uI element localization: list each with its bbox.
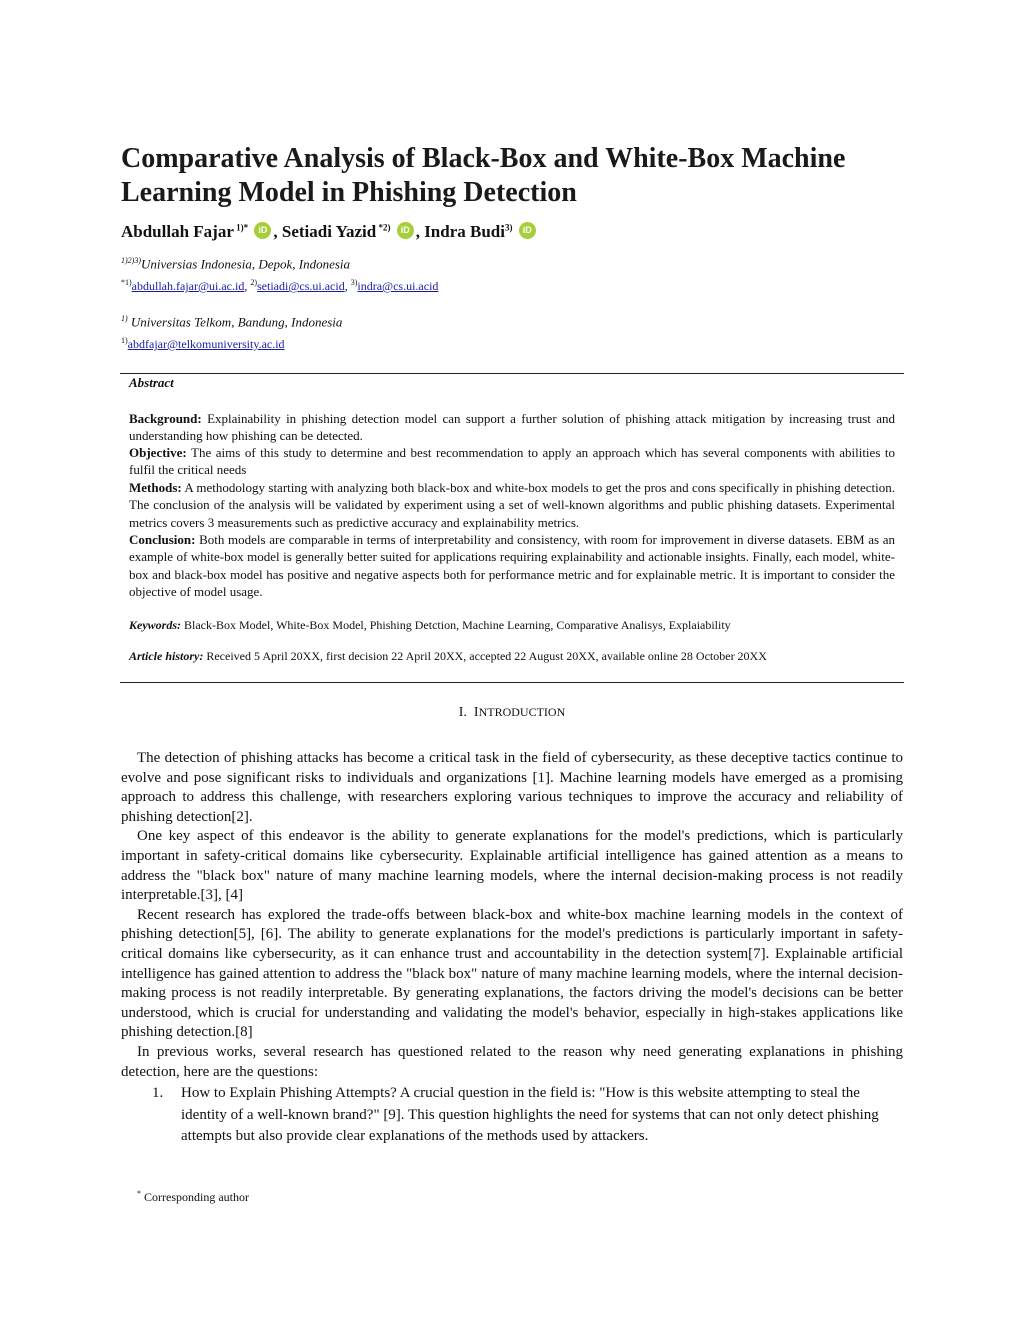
- section-title-rest: NTRODUCTION: [478, 705, 566, 719]
- abstract-text: The aims of this study to determine and best recommendation to apply an approach which has several components with abilities to fulfil the critical needs: [129, 445, 896, 478]
- list-number: 1.: [152, 1085, 164, 1101]
- footnote-mark: *: [137, 1189, 141, 1198]
- divider: [120, 373, 904, 374]
- section-number: I.: [458, 705, 467, 720]
- email-link[interactable]: indra@cs.ui.acid: [357, 279, 439, 293]
- affiliation: [121, 256, 350, 272]
- affiliation-text: Universias Indonesia, Depok, Indonesia: [141, 256, 351, 272]
- abstract-heading: Abstract: [129, 375, 174, 390]
- author-name: Abdullah Fajar: [121, 222, 234, 241]
- orcid-icon[interactable]: iD: [519, 222, 536, 239]
- orcid-icon[interactable]: iD: [254, 222, 271, 239]
- keywords-text: Black-Box Model, White-Box Model, Phishing Detction, Machine Learning, Comparative Analisys, Explaiability: [184, 618, 731, 632]
- email-line: [121, 336, 285, 352]
- abstract-text: A methodology starting with analyzing both black-box and white-box models to get the pros and cons specifically in phishing detection. The conclusion of the analysis will be validated by experiment using a set of well-known algorithms and public phishing datasets. Experimental metrics covers 3 measurements such as predictive accuracy and explainability metrics.: [129, 480, 895, 530]
- paragraph: The detection of phishing attacks has become a critical task in the field of cybersecurity, as these deceptive tactics continue to evolve and pose significant risks to individuals and organizations [1]. Machine learning models have emerged as a promising approach to address this challenge, with researchers exploring various techniques to improve the accuracy and reliability of phishing detection[2].: [121, 750, 903, 825]
- affiliation-text: Universitas Telkom, Bandung, Indonesia: [127, 314, 343, 330]
- paragraph: In previous works, several research has questioned related to the reason why need generating explanations in phishing detection, here are the questions:: [121, 1043, 903, 1080]
- email-link[interactable]: abdullah.fajar@ui.ac.id: [131, 279, 245, 293]
- list-item: [152, 1083, 884, 1148]
- abstract-text: Explainability in phishing detection model can support a further solution of phishing attack mitigation by increasing trust and understanding how phishing can be detected.: [129, 411, 895, 444]
- email-mark: *1): [121, 278, 132, 287]
- footnote: [137, 1189, 249, 1205]
- abstract-label: Objective:: [129, 445, 187, 460]
- history-label: Article history:: [129, 649, 204, 663]
- author-affiliation-mark: *2): [376, 222, 391, 233]
- paragraph: One key aspect of this endeavor is the ability to generate explanations for the model's predictions, which is particularly important in safety-critical domains like cybersecurity. Explainable artificial intelligence has gained attention as a means to address the "black box" nature of many machine learning models, where the internal decision-making process is not readily interpretable.[3], [4]: [121, 828, 903, 904]
- email-link[interactable]: abdfajar@telkomuniversity.ac.id: [127, 337, 285, 351]
- abstract-objective: [129, 444, 895, 479]
- footnote-text: Corresponding author: [141, 1190, 249, 1204]
- abstract-label: Methods:: [129, 480, 182, 495]
- abstract-label: Conclusion:: [129, 532, 196, 547]
- abstract-conclusion: [129, 531, 895, 600]
- email-mark: 2): [250, 278, 258, 287]
- affiliation: [121, 314, 342, 330]
- affiliation-mark: 1): [121, 314, 128, 323]
- section-initial: I: [473, 705, 479, 720]
- email-line: $^{*1)}$abdullah.fajar@ui.ac.id, $^{2)}$setiadi@cs.ui.acid, $^{3)}$indra@cs.ui.acid: [121, 278, 439, 293]
- section-heading: [0, 705, 1024, 721]
- abstract-label: Background:: [129, 411, 202, 426]
- author-affiliation-mark: 3): [504, 222, 513, 233]
- author-name: Indra Budi: [424, 222, 505, 241]
- abstract-background: [129, 410, 895, 445]
- email-mark: 3): [350, 278, 358, 287]
- paper-title: Comparative Analysis of Black-Box and White-Box Machine Learning Model in Phishing Detection: [121, 143, 846, 208]
- divider: [120, 682, 904, 683]
- keywords: [129, 618, 895, 633]
- orcid-icon[interactable]: iD: [397, 222, 414, 239]
- author-name: Setiadi Yazid: [281, 222, 377, 241]
- history-text: Received 5 April 20XX, first decision 22 April 20XX, accepted 22 August 20XX, available online 28 October 20XX: [206, 649, 767, 663]
- list-text: How to Explain Phishing Attempts? A crucial question in the field is: "How is this website attempting to steal the identity of a well-known brand?" [9]. This question highlights the need for systems that can not only detect phishing attempts but also provide clear explanations of the methods used by attackers.: [181, 1085, 879, 1144]
- article-history: [129, 649, 895, 664]
- email-mark: 1): [121, 336, 128, 345]
- abstract-text: Both models are comparable in terms of interpretability and consistency, with room for improvement in diverse datasets. EBM as an example of white-box model is generally better suited for applications requiring explainability and actionable insights. Finally, each model, white-box and black-box model has positive and negative aspects both for performance metric and for explainable metric. It is important to consider the objective of model usage.: [129, 532, 896, 599]
- abstract-methods: [129, 479, 895, 531]
- author-affiliation-mark: 1)*: [233, 222, 249, 233]
- email-link[interactable]: setiadi@cs.ui.acid: [257, 279, 345, 293]
- keywords-label: Keywords:: [129, 618, 181, 632]
- body-text: [121, 749, 903, 1082]
- paragraph: Recent research has explored the trade-offs between black-box and white-box machine learning models in the context of phishing detection[5], [6]. The ability to generate explanations for the model's predictions is particularly important in safety-critical domains like cybersecurity, as it can enhance trust and accountability in the detection system[7]. Explainable artificial intelligence has gained attention to address the "black box" nature of many machine learning models, where the internal decision-making process is not readily interpretable. By generating explanations, the factors driving the model's decisions can be better understood, which is crucial for understanding and validating the model's behavior, especially in high-stakes applications like phishing detection.[8]: [121, 906, 903, 1041]
- author-list: Abdullah Fajar $^{1)*}$ iD , Setiadi Yazid $^{*2)}$ iD , Indra Budi$^{3)}$ iD: [121, 222, 538, 242]
- affiliation-mark: 1)2)3): [121, 256, 141, 265]
